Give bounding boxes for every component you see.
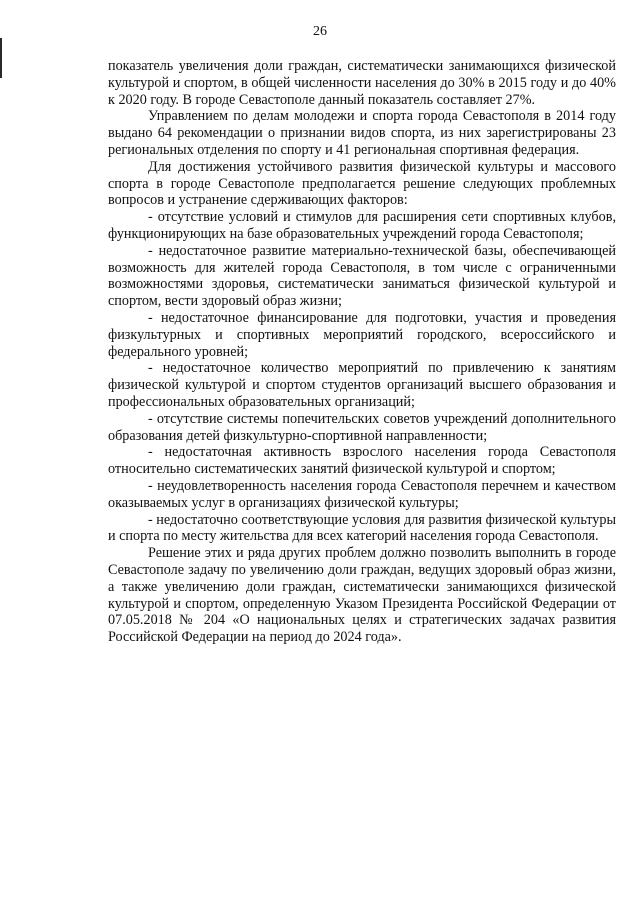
document-body: [108, 58, 616, 646]
list-item-service-quality: - неудовлетворенность населения города Севастополя перечнем и качеством оказываемых услуг в организациях физической культуры;: [108, 477, 616, 511]
list-item-material-base: - недостаточное развитие материально-технической базы, обеспечивающей возможность для жителей города Севастополя, в том числе с ограниченными возможностями здоровья, систематически заниматься физической культурой и спортом, вести здоровый образ жизни;: [108, 242, 616, 310]
list-item-trustee-councils: - отсутствие системы попечительских советов учреждений дополнительного образования детей физкультурно-спортивной направленности;: [108, 410, 616, 444]
paragraph-conclusion: Решение этих и ряда других проблем должно позволить выполнить в городе Севастополе задачу по увеличению доли граждан, ведущих здоровый образ жизни, а также увеличению доли граждан, систематически занимающихся физической культурой и спортом, определенную Указом Президента Российской Федерации от 07.05.2018 № 204 «О национальных целях и стратегических задачах развития Российской Федерации на период до 2024 года».: [108, 545, 616, 646]
page-number: 26: [313, 24, 327, 39]
list-item-financing: - недостаточное финансирование для подготовки, участия и проведения физкультурных и спортивных мероприятий городского, всероссийского и федерального уровней;: [108, 309, 616, 360]
list-item-sports-clubs: - отсутствие условий и стимулов для расширения сети спортивных клубов, функционирующих на базе образовательных учреждений города Севастополя;: [108, 209, 616, 242]
paragraph-continuation: показатель увеличения доли граждан, систематически занимающихся физической культурой и спортом, в общей численности населения до 30% в 2015 году и до 40% к 2020 году. В городе Севастополе данный показатель составляет 27%.: [108, 58, 616, 108]
paragraph-goals-intro: Для достижения устойчивого развития физической культуры и массового спорта в городе Севастополе предполагается решение следующих проблемных вопросов и устранение сдерживающих факторов:: [108, 158, 616, 209]
list-item-student-events: - недостаточное количество мероприятий по привлечению к занятиям физической культурой и спортом студентов организаций высшего образования и профессиональных образовательных организаций;: [108, 360, 616, 410]
page-edge-mark: [0, 38, 2, 78]
list-item-adult-activity: - недостаточная активность взрослого населения города Севастополя относительно систематических занятий физической культурой и спортом;: [108, 444, 616, 478]
list-item-residential-conditions: - недостаточно соответствующие условия для развития физической культуры и спорта по месту жительства для всех категорий населения города Севастополя.: [108, 511, 616, 545]
paragraph-recommendations: Управлением по делам молодежи и спорта города Севастополя в 2014 году выдано 64 рекомендации о признании видов спорта, из них зарегистрированы 23 региональных отделения по спорту и 41 региональная спортивная федерация.: [108, 108, 616, 158]
